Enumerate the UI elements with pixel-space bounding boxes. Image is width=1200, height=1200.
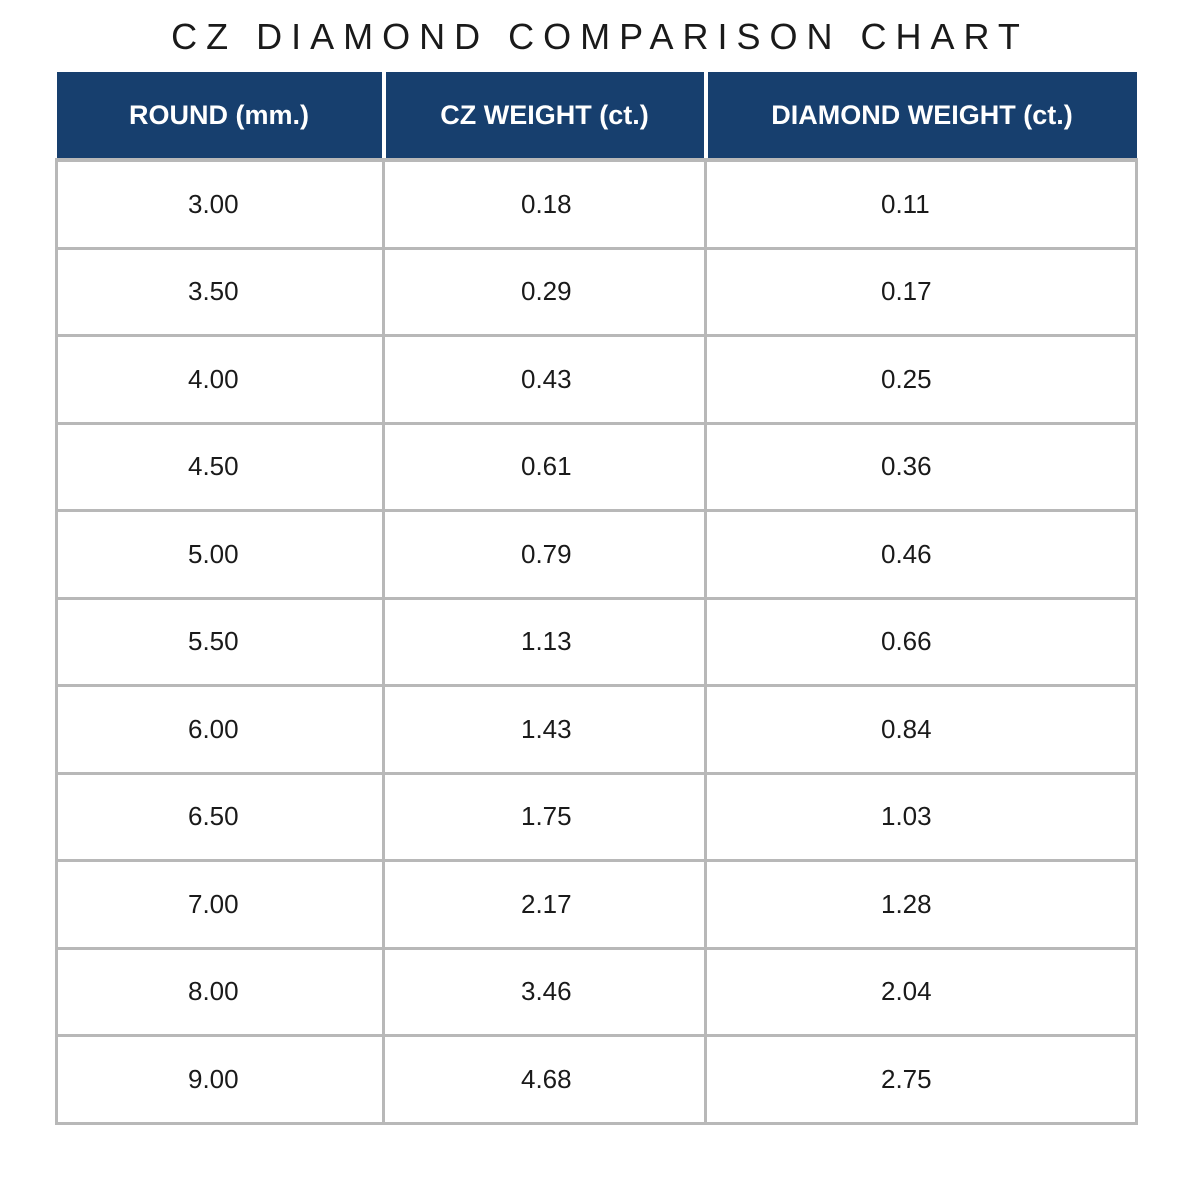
diamond-weight-cell: 0.36	[706, 423, 1137, 511]
diamond-weight-cell: 0.17	[706, 248, 1137, 336]
cz-weight-cell: 0.29	[384, 248, 706, 336]
cz-weight-cell: 0.18	[384, 160, 706, 248]
table-row	[57, 511, 1137, 599]
table-body	[57, 160, 1137, 1123]
table-row	[57, 423, 1137, 511]
cz-weight-cell: 3.46	[384, 948, 706, 1036]
cz-weight-cell: 0.43	[384, 336, 706, 424]
round-cell: 6.50	[57, 773, 384, 861]
diamond-weight-cell: 1.28	[706, 861, 1137, 949]
round-cell: 5.50	[57, 598, 384, 686]
table-row	[57, 1036, 1137, 1124]
round-cell: 5.00	[57, 511, 384, 599]
comparison-table	[55, 72, 1138, 1125]
round-cell: 6.00	[57, 686, 384, 774]
header-row	[57, 72, 1137, 160]
round-cell: 9.00	[57, 1036, 384, 1124]
table-row	[57, 686, 1137, 774]
table-row	[57, 160, 1137, 248]
diamond-weight-cell: 1.03	[706, 773, 1137, 861]
cz-weight-cell: 0.79	[384, 511, 706, 599]
cz-weight-cell: 1.75	[384, 773, 706, 861]
chart-title: CZ DIAMOND COMPARISON CHART	[171, 16, 1029, 57]
round-cell: 7.00	[57, 861, 384, 949]
round-cell: 4.50	[57, 423, 384, 511]
round-cell: 3.50	[57, 248, 384, 336]
round-cell: 4.00	[57, 336, 384, 424]
diamond-weight-cell: 0.25	[706, 336, 1137, 424]
table-row	[57, 248, 1137, 336]
table-row	[57, 948, 1137, 1036]
table-header	[57, 72, 1137, 160]
table-row	[57, 336, 1137, 424]
diamond-weight-cell: 2.04	[706, 948, 1137, 1036]
cz-weight-cell: 2.17	[384, 861, 706, 949]
cz-weight-cell: 1.43	[384, 686, 706, 774]
diamond-weight-cell: 2.75	[706, 1036, 1137, 1124]
cz-weight-cell: 0.61	[384, 423, 706, 511]
round-cell: 8.00	[57, 948, 384, 1036]
column-header-diamond-weight: DIAMOND WEIGHT (ct.)	[706, 72, 1137, 160]
cz-weight-cell: 4.68	[384, 1036, 706, 1124]
round-cell: 3.00	[57, 160, 384, 248]
table-row	[57, 773, 1137, 861]
column-header-round: ROUND (mm.)	[57, 72, 384, 160]
table-row	[57, 598, 1137, 686]
diamond-weight-cell: 0.11	[706, 160, 1137, 248]
cz-weight-cell: 1.13	[384, 598, 706, 686]
column-header-cz-weight: CZ WEIGHT (ct.)	[384, 72, 706, 160]
diamond-weight-cell: 0.84	[706, 686, 1137, 774]
table-row	[57, 861, 1137, 949]
diamond-weight-cell: 0.66	[706, 598, 1137, 686]
diamond-weight-cell: 0.46	[706, 511, 1137, 599]
